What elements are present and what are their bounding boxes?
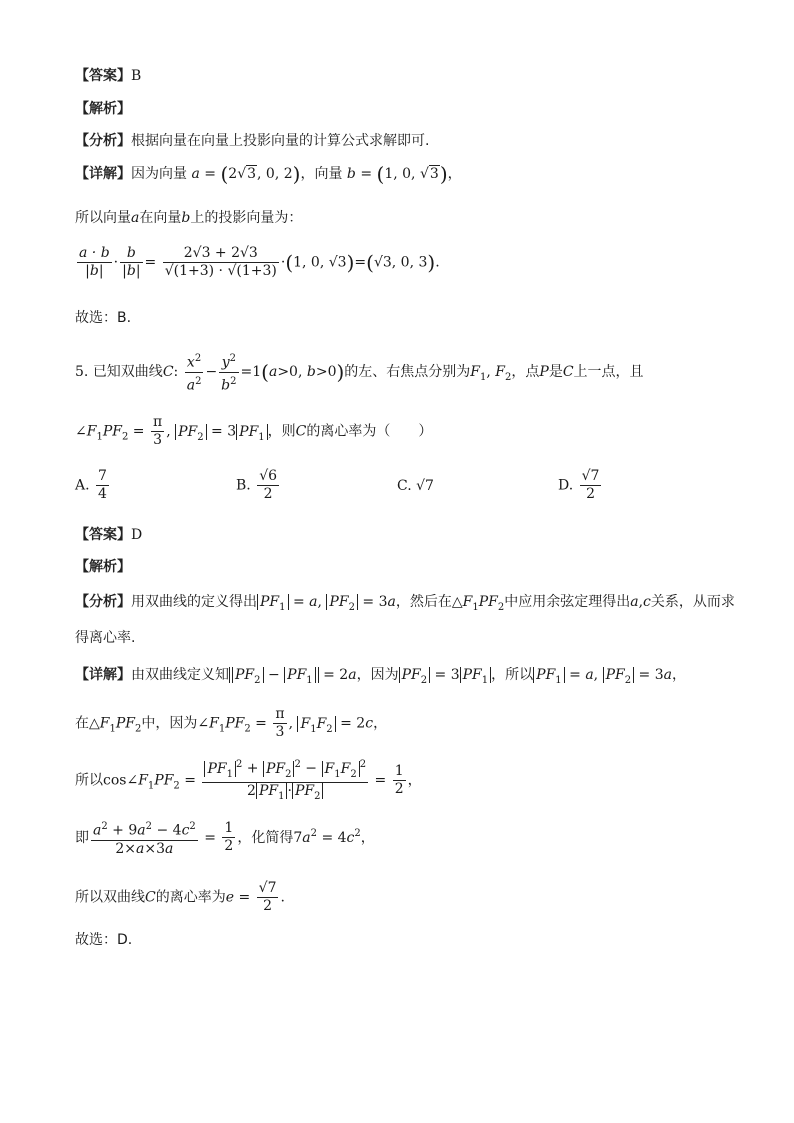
q5-detail-line-5: 所以双曲线C的离心率为e = $\frac{√7}{2}$ . (75, 880, 285, 914)
q4-analysis-heading: 【解析】 (75, 101, 131, 117)
question-number: 5. (75, 364, 89, 381)
q5-conclusion: 故选：D. (75, 932, 133, 948)
answer-tag: 【答案】 (75, 68, 131, 84)
answer-value: D (131, 527, 143, 543)
q4-detail-line: 【详解】因为向量 a = (2√3, 0, 2)，向量 b = (1, 0, √3)， (75, 162, 462, 186)
fenxi-b: ，然后在 (395, 594, 452, 610)
option-c[interactable] (397, 478, 434, 494)
fenxi-d: 关系，从而求 (650, 594, 735, 610)
option-c-value: √7 (416, 478, 434, 494)
then-line-a: 所以向量 (75, 210, 131, 226)
q5-analysis-heading: 【解析】 (75, 559, 131, 575)
stem-tail: 是 (548, 364, 563, 381)
fenxi-a: 用双曲线的定义得出 (131, 594, 257, 610)
d4-a: 即 (75, 829, 89, 846)
cond-tail: ，则 (267, 423, 296, 440)
fenxi-c: 中应用余弦定理得出 (504, 594, 631, 610)
q4-answer-line (75, 66, 141, 86)
q5-detail-line-2: 在$\triangle F_1PF_2$中，因为$\angle F_1PF_2$ = $\frac{\pi}{3}$ , $F_1F_2 = 2c$， (75, 706, 388, 740)
q5-detail-line-3: 所以$\cos\angle F_1PF_2$ = $\frac{PF_1^2 + PF_2^2 - F_1F_2^2}{2 PF_1 \cdot PF_2}$ = $\frac{1}{2}$ ， (75, 756, 422, 805)
q5-fenxi-line-1: 【分析】用双曲线的定义得出 $PF_1 = a$, $PF_2 = 3a$，然后在$\triangle F_1PF_2$中应用余弦定理得出a,c关系，从而求 (75, 594, 735, 613)
detail-lead: 因为向量 (131, 166, 187, 182)
stem-point: ，点 (511, 364, 540, 381)
option-c-label: C. (397, 478, 412, 494)
d2-b: 中，因为 (141, 715, 198, 732)
detail-tag: 【详解】 (75, 667, 131, 683)
option-b-label: B. (236, 477, 251, 494)
option-a-num: 7 (98, 468, 107, 484)
q4-then-line: 所以向量a在向量b上的投影向量为： (75, 210, 303, 226)
d3-a: 所以 (75, 772, 103, 789)
q5-fenxi-line-2: 得离心率. (75, 630, 136, 646)
option-b-num: √6 (259, 468, 278, 484)
d2-a: 在 (75, 715, 89, 732)
answer-value: B (131, 68, 142, 84)
then-line-b: 在向量 (139, 210, 182, 226)
option-d-den: 2 (586, 486, 596, 502)
d1-b: ，因为 (356, 667, 399, 683)
vector-a: a (191, 166, 200, 182)
fenxi-tag: 【分析】 (75, 594, 131, 610)
answer-tag: 【答案】 (75, 527, 131, 543)
option-a-den: 4 (98, 486, 107, 502)
stem-tail2: 上一点，且 (573, 364, 644, 381)
cond-tail2: 的离心率为（ ） (306, 423, 433, 440)
q4-conclusion: 故选：B. (75, 310, 132, 326)
vector-b: b (346, 166, 356, 182)
d1-c: ，所以 (491, 667, 534, 683)
q5-detail-line-1: 【详解】由双曲线定义知 $PF_2 - PF_1 = 2a$，因为 $PF_2 = 3$ $PF_1$ ，所以 $PF_1 = a$, $PF_2 = 3a$， (75, 667, 686, 686)
stem-prefix: 已知双曲线 (92, 364, 163, 381)
detail-tag: 【详解】 (75, 166, 131, 182)
option-d[interactable] (558, 468, 603, 503)
d5-a: 所以双曲线 (75, 889, 145, 906)
then-line-c: 上的投影向量为： (190, 210, 303, 226)
option-d-num: √7 (581, 468, 600, 484)
option-b-den: 2 (263, 486, 273, 502)
option-b[interactable] (236, 468, 281, 503)
fenxi-tag: 【分析】 (75, 133, 131, 149)
d4-b: ，化简得 (237, 829, 294, 846)
detail-mid: ，向量 (300, 166, 343, 182)
q5-detail-line-4: 即 $\frac{a^2 + 9a^2 - 4c^2}{2\times a\times 3a}$ = $\frac{1}{2}$ ，化简得$7a^2 = 4c^2$， (75, 818, 375, 858)
q4-projection-formula: $\frac{a \cdot b}{|b|}$ · $\frac{b}{|b|}$ = $\frac{2√3 + 2√3}{√(1+3) \cdot √(1+3)}$ ·(1, 0, √3)=(√3, 0, 3). (79, 245, 440, 279)
d5-b: 的离心率为 (155, 889, 226, 906)
d1-a: 由双曲线定义知 (131, 667, 229, 683)
q4-fenxi-line (75, 131, 429, 151)
option-a-label: A. (75, 477, 90, 494)
q5-stem: 5. 已知双曲线C: $\frac{x^2}{a^2}$ − $\frac{y^2}{b^2}$ =1(a>0, b>0)的左、右焦点分别为$F_1$, $F_2$，点P是C上一点，且 (75, 350, 644, 394)
q5-answer-line (75, 525, 142, 545)
fenxi-text: 根据向量在向量上投影向量的计算公式求解即可. (131, 133, 430, 149)
option-a[interactable] (75, 468, 111, 503)
stem-mid: 的左、右焦点分别为 (344, 364, 471, 381)
q5-condition: $\angle F_1PF_2$ = $\frac{\pi}{3}$ , $PF_2 = 3$ $PF_1$ ，则C的离心率为（ ） (75, 414, 433, 448)
option-d-label: D. (558, 477, 574, 494)
